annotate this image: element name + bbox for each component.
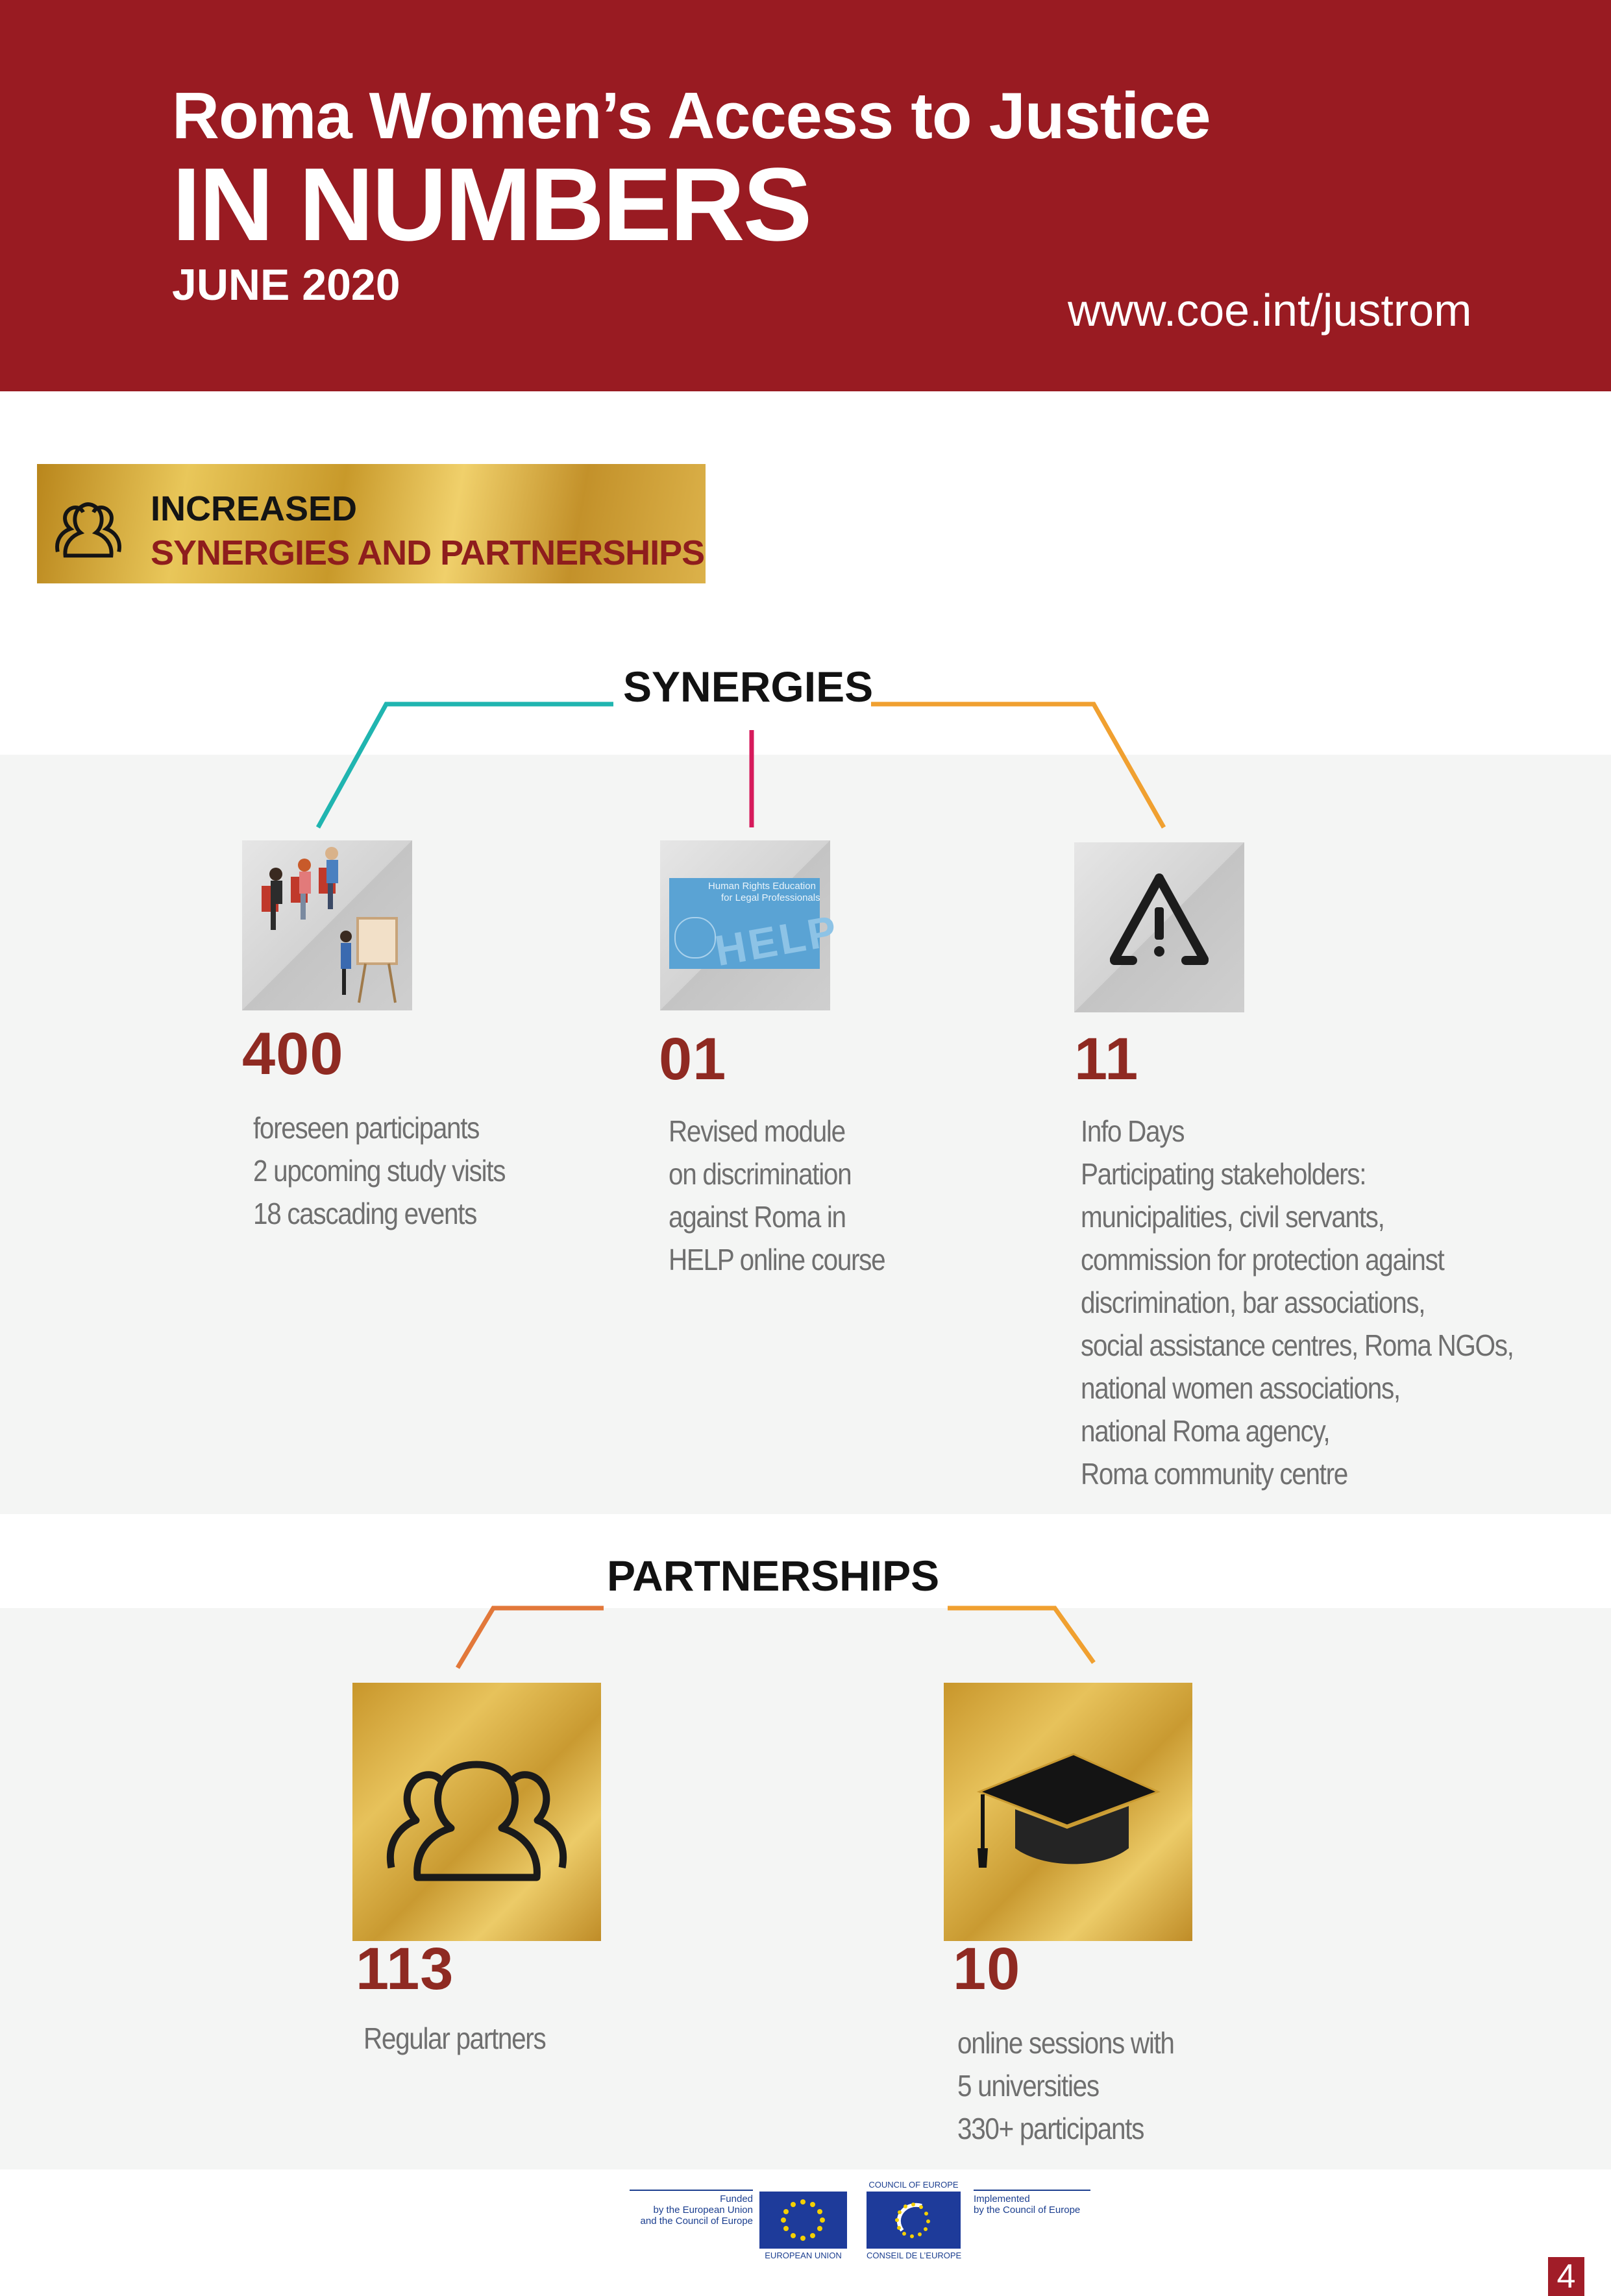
stat-description — [253, 1106, 539, 1235]
training-session-illustration — [242, 840, 412, 1010]
desc-line: online sessions with — [957, 2026, 1174, 2060]
training-people-icon — [242, 840, 412, 1010]
universities-tile — [944, 1683, 1192, 1941]
desc-line: Roma community centre — [1081, 1457, 1347, 1491]
footer-logos — [623, 2174, 1090, 2262]
implemented-text — [974, 2193, 1080, 2216]
desc-line: Info Days — [1081, 1114, 1185, 1148]
stat-description — [363, 2017, 571, 2060]
partnerships-panel — [0, 1608, 1611, 2169]
desc-line: 2 upcoming study visits — [253, 1154, 506, 1188]
implemented-line: Implemented — [974, 2193, 1030, 2204]
warning-icon — [1074, 842, 1244, 1012]
desc-line: foreseen participants — [253, 1111, 480, 1145]
stat-number-info-days: 11 — [1074, 1026, 1139, 1092]
implemented-line: by the Council of Europe — [974, 2204, 1081, 2216]
eu-flag-logo — [759, 2192, 847, 2249]
desc-line: municipalities, civil servants, — [1081, 1200, 1384, 1234]
desc-line: against Roma in — [669, 1200, 846, 1234]
funded-line: Funded — [720, 2193, 753, 2204]
date-label: JUNE 2020 — [172, 260, 400, 310]
coe-logo — [867, 2192, 961, 2249]
globe-icon — [674, 917, 716, 959]
footer-divider — [974, 2190, 1090, 2191]
graduation-cap-icon — [944, 1683, 1192, 1941]
stat-description — [669, 1110, 915, 1281]
website-link[interactable]: www.coe.int/justrom — [1068, 285, 1472, 336]
desc-line: 5 universities — [957, 2069, 1099, 2103]
eu-stars-icon — [759, 2192, 847, 2249]
synergies-heading: SYNERGIES — [623, 663, 874, 711]
stat-description — [1081, 1110, 1572, 1495]
desc-line: Participating stakeholders: — [1081, 1157, 1366, 1191]
funded-line: and the Council of Europe — [640, 2216, 753, 2227]
banner-line-2: SYNERGIES AND PARTNERSHIPS — [151, 533, 705, 572]
partners-tile — [352, 1683, 601, 1941]
banner-line-1: INCREASED — [151, 489, 358, 528]
help-thumb-subtitle: for Legal Professionals — [721, 892, 820, 903]
help-course-thumbnail — [660, 840, 842, 1010]
funded-line: by the European Union — [653, 2204, 753, 2216]
funded-text — [630, 2193, 753, 2227]
desc-line: HELP online course — [669, 1243, 885, 1276]
desc-line: national women associations, — [1081, 1371, 1400, 1405]
title-line-2: IN NUMBERS — [172, 146, 811, 262]
help-thumb-word: HELP — [711, 905, 842, 975]
footer-divider — [630, 2190, 753, 2191]
coe-bottom-label: CONSEIL DE L’EUROPE — [867, 2251, 962, 2260]
people-group-icon — [352, 1683, 601, 1941]
stat-description — [957, 2021, 1203, 2150]
stat-number-participants: 400 — [242, 1021, 344, 1087]
coe-emblem-icon — [867, 2192, 961, 2249]
desc-line: social assistance centres, Roma NGOs, — [1081, 1328, 1514, 1362]
stat-number-partners: 113 — [356, 1936, 454, 2002]
desc-line: national Roma agency, — [1081, 1414, 1330, 1448]
page-number: 4 — [1548, 2257, 1584, 2296]
section-banner — [37, 464, 706, 583]
title-line-1: Roma Women’s Access to Justice — [172, 80, 1211, 153]
desc-line: Revised module — [669, 1114, 845, 1148]
desc-line: 18 cascading events — [253, 1197, 476, 1230]
eu-label: EUROPEAN UNION — [765, 2251, 842, 2260]
desc-line: on discrimination — [669, 1157, 852, 1191]
help-thumb-title: Human Rights Education — [708, 881, 816, 892]
desc-line: Regular partners — [363, 2021, 546, 2055]
warning-tile — [1074, 842, 1244, 1012]
desc-line: discrimination, bar associations, — [1081, 1286, 1425, 1319]
stat-number-sessions: 10 — [953, 1936, 1021, 2002]
people-group-icon — [50, 489, 127, 561]
desc-line: commission for protection against — [1081, 1243, 1444, 1276]
coe-top-label: COUNCIL OF EUROPE — [868, 2180, 959, 2190]
help-thumbnail-image — [669, 878, 842, 975]
partnerships-heading: PARTNERSHIPS — [607, 1552, 940, 1600]
desc-line: 330+ participants — [957, 2112, 1144, 2145]
stat-number-module: 01 — [659, 1026, 727, 1092]
